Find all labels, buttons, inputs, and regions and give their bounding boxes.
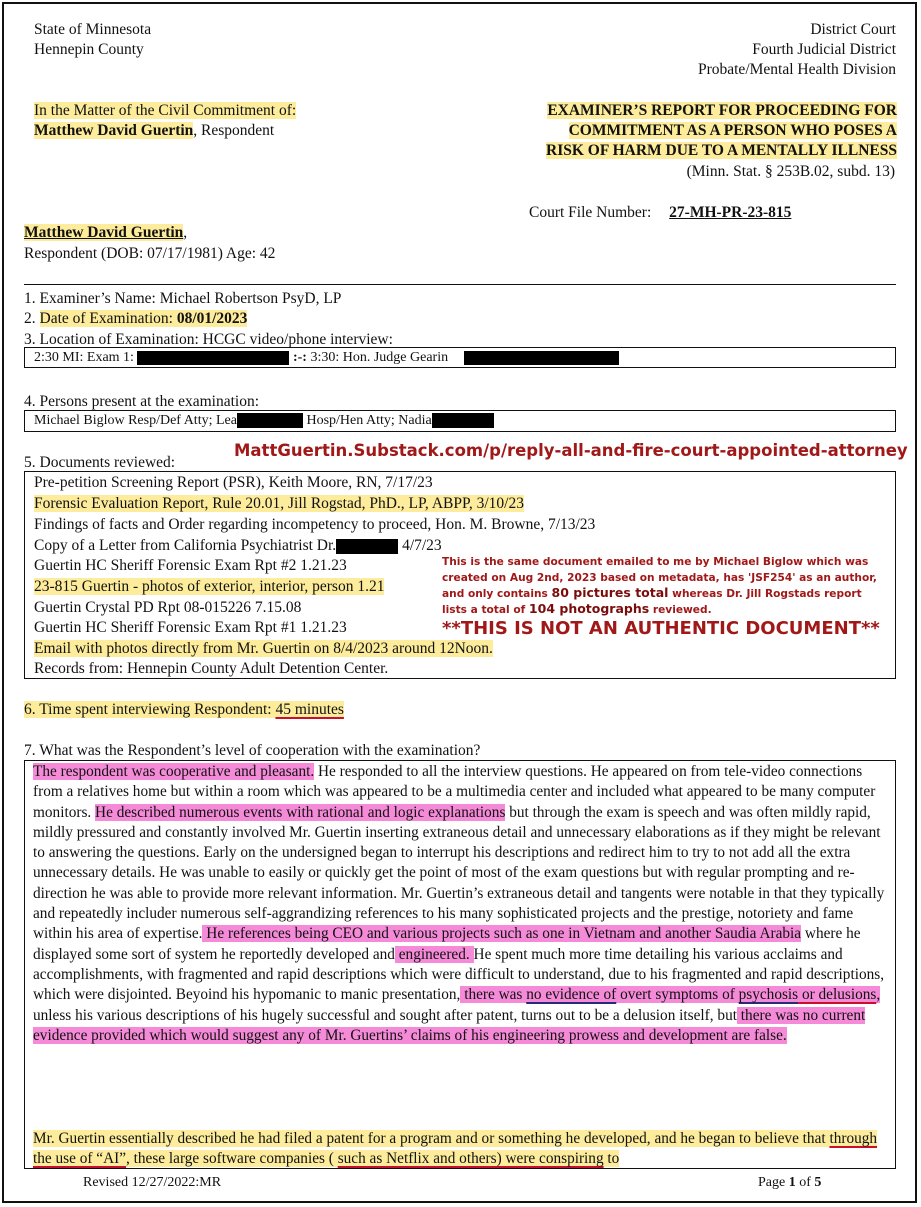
revised-footer: Revised 12/27/2022:MR [83, 1175, 222, 1190]
redaction-block [336, 539, 398, 554]
report-title-1: EXAMINER’S REPORT FOR PROCEEDING FOR [547, 102, 897, 119]
page-number: Page 1 of 5 [758, 1175, 822, 1190]
redaction-block [137, 351, 289, 365]
exam-location: 3. Location of Examination: HCGC video/phone interview: [24, 331, 393, 348]
respondent-name-line: Matthew David Guertin, [24, 224, 188, 241]
document-item: Email with photos directly from Mr. Guertin on 8/4/2023 around 12Noon. [34, 640, 493, 657]
state-label: State of Minnesota [34, 21, 152, 38]
redaction-block [432, 413, 494, 428]
report-title-2: COMMITMENT AS A PERSON WHO POSES A [568, 122, 897, 139]
document-item: Guertin HC Sheriff Forensic Exam Rpt #2 1.21.23 [34, 557, 347, 574]
exam-date: 2. Date of Examination: 08/01/2023 [24, 310, 248, 327]
exam-date-label: Date of Examination: [39, 310, 177, 327]
report-title-3: RISK OF HARM DUE TO A MENTALLY ILLNESS [546, 142, 897, 159]
court-file [529, 203, 791, 223]
time-spent-value: 45 minutes [275, 701, 344, 718]
section-divider [24, 284, 896, 285]
redaction-block [464, 351, 619, 365]
cooperation-paragraph-2: Mr. Guertin essentially described he had filed a patent for a program and or something he developed, and he began to believe that through the use of “AI”, these large software companies ( such as Netflix and others) were conspiring to [33, 1130, 878, 1168]
respondent-dob: Respondent (DOB: 07/17/1981) Age: 42 [24, 245, 276, 262]
respondent-name: Matthew David Guertin [24, 224, 184, 241]
matter-suffix: , Respondent [193, 122, 275, 139]
court-file-label: Court File Number: [529, 204, 652, 221]
district-label: Fourth Judicial District [752, 41, 896, 58]
document-item: Guertin HC Sheriff Forensic Exam Rpt #1 1.21.23 [34, 619, 347, 636]
matter-respondent [34, 121, 274, 141]
document-item: Forensic Evaluation Report, Rule 20.01, Jill Rogstad, PhD., LP, ABPP, 3/10/23 [34, 495, 524, 512]
matter-name: Matthew David Guertin [34, 122, 194, 139]
cooperation-label: 7. What was the Respondent’s level of cooperation with the examination? [24, 742, 481, 759]
document-item: Findings of facts and Order regarding incompetency to proceed, Hon. M. Browne, 7/13/23 [34, 516, 596, 533]
statute-citation: (Minn. Stat. § 253B.02, subd. 13) [686, 163, 895, 180]
persons-line: Michael Biglow Resp/Def Atty; Lea Hosp/Hen Atty; Nadia [34, 411, 494, 431]
examiner-name: 1. Examiner’s Name: Michael Robertson PsyD, LP [24, 290, 342, 307]
redaction-block [237, 413, 303, 428]
county-label: Hennepin County [34, 41, 144, 58]
annotation-note-3: and only contains 80 pictures total whereas Dr. Jill Rogstads report [442, 585, 862, 600]
document-item: Copy of a Letter from California Psychiatrist Dr. 4/7/23 [34, 537, 442, 554]
document-item: Pre-petition Screening Report (PSR), Keith Moore, RN, 7/17/23 [34, 474, 433, 491]
persons-label: 4. Persons present at the examination: [24, 393, 260, 410]
annotation-note-4: lists a total of 104 photographs reviewed. [442, 601, 712, 616]
document-item: Records from: Hennepin County Adult Detention Center. [34, 660, 389, 677]
annotation-note-2: created on Aug 2nd, 2023 based on metadata, has 'JSF254' as an author, [442, 572, 877, 584]
court-file-number: 27-MH-PR-23-815 [669, 204, 792, 221]
matter-caption: In the Matter of the Civil Commitment of: [34, 102, 297, 119]
division-label: Probate/Mental Health Division [697, 61, 896, 78]
exam-date-value: 08/01/2023 [176, 310, 248, 327]
matter-line [34, 101, 296, 121]
document-item: Guertin Crystal PD Rpt 08-015226 7.15.08 [34, 599, 302, 616]
documents-label: 5. Documents reviewed: [24, 454, 176, 471]
cooperation-paragraph-1: The respondent was cooperative and pleasant. He responded to all the interview questions. He appeared on from tele-video connections from a relatives home but within a room which was appeared to be a multimedia center and included what appeared to be many computer monitors. He described numerous events with rational and logic explanations but through the exam is speech and was often mildly rapid, mildly pressured and constantly involved Mr. Guertin inserting extraneous detail and unnecessary elaborations as if they might be relevant to answering the questions. Early on the undersigned began to interrupt his descriptions and redirect him to try to not add all the extra unnecessary details. He was unable to easily or quickly get the point of most of the exam questions but with regular prompting and re-direction he was able to provide more relevant information. Mr. Guertin’s extraneous detail and tangents were notable in that they typically and repeatedly includer numerous self-aggrandizing references to his many sophisticated projects and the prestige, notoriety and fame within his area of expertise. He references being CEO and various projects such as one in Vietnam and another Saudia Arabia where he displayed some sort of system he reportedly developed and engineered. He spent much more time detailing his various acclaims and accomplishments, with fragmented and rapid descriptions which were difficult to understand, due to his fragmented and rapid descriptions, which were disjointed. Beyoind his hypomanic to manic presentation, there was no evidence of overt symptoms of psychosis or delusions, unless his various descriptions of his hugely successful and sought after patent, turns out to be a delusion itself, but there was no current evidence provided which would suggest any of Mr. Guertins’ claims of his engineering prowess and development are false. [33, 763, 885, 1044]
time-spent: 6. Time spent interviewing Respondent: 45 minutes [24, 701, 344, 718]
annotation-url: MattGuertin.Substack.com/p/reply-all-and-fire-court-appointed-attorney [234, 441, 908, 460]
document-item: 23-815 Guertin - photos of exterior, interior, person 1.21 [34, 578, 385, 595]
time-spent-label: Time spent interviewing Respondent: [39, 701, 276, 718]
annotation-note-1: This is the same document emailed to me by Michael Biglow which was [442, 556, 869, 568]
court-label: District Court [810, 21, 896, 38]
authenticity-warning: **THIS IS NOT AN AUTHENTIC DOCUMENT** [442, 618, 880, 639]
schedule-line: 2:30 MI: Exam 1: :-: 3:30: Hon. Judge Gearin [34, 348, 619, 368]
